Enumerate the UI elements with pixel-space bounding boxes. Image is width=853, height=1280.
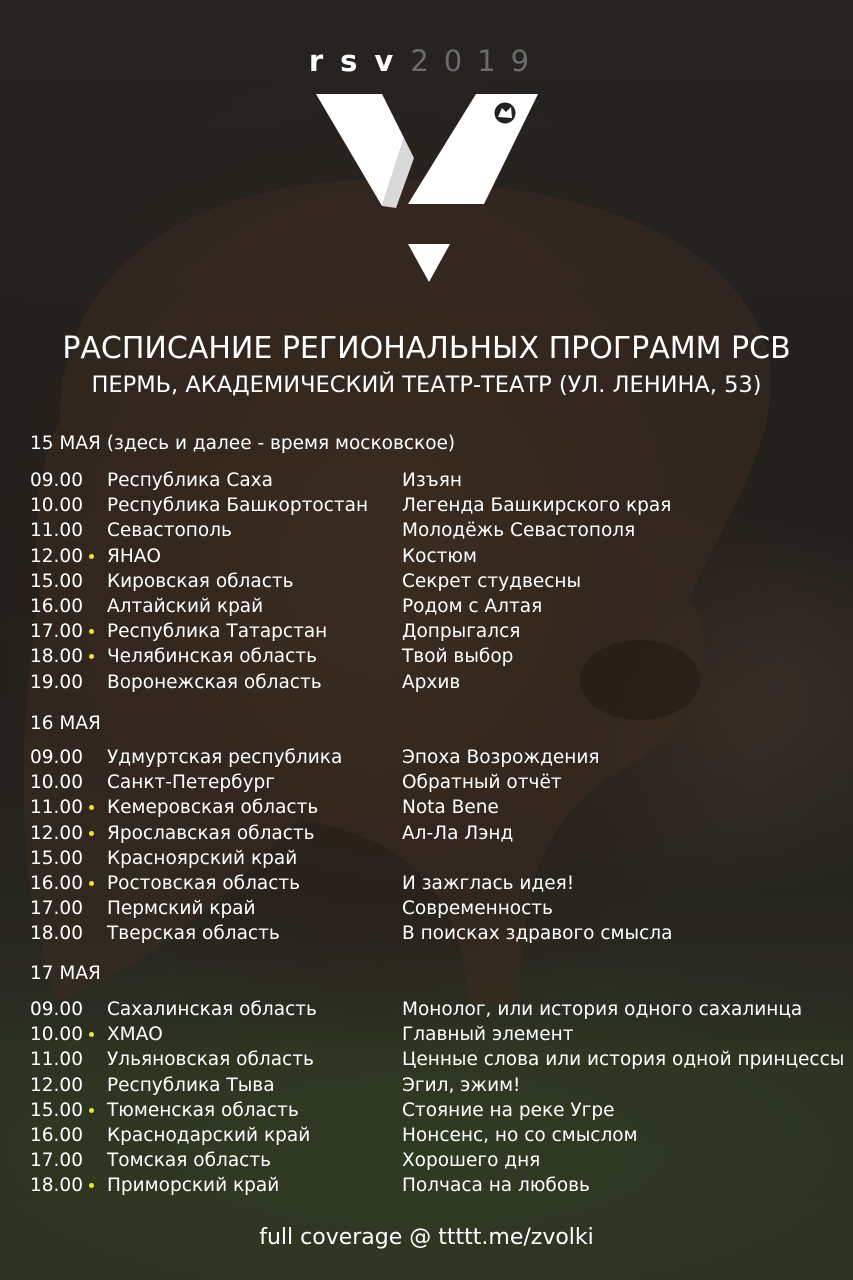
marker-dot-icon (89, 1108, 94, 1113)
row-show-title: Ал-Ла Лэнд (402, 822, 514, 844)
schedule-row (30, 1073, 853, 1098)
row-show-title: Костюм (402, 545, 477, 567)
row-show-title: Эпоха Возрождения (402, 747, 600, 768)
footer-coverage-link[interactable]: full coverage @ ttttt.me/zvolki (259, 1225, 594, 1250)
day-heading: 15 МАЯ (здесь и далее - время московское) (30, 433, 456, 454)
row-region: Алтайский край (107, 596, 264, 617)
row-show-title: Стояние на реке Угре (402, 1099, 615, 1121)
row-region: Республика Саха (107, 470, 273, 491)
row-show-title: Секрет студвесны (402, 570, 582, 592)
row-show-title: Главный элемент (402, 1024, 574, 1046)
row-region: Пермский край (107, 898, 256, 920)
schedule-row (30, 1047, 853, 1072)
row-region: Красноярский край (107, 847, 298, 869)
row-time: 18.00 (30, 1175, 83, 1197)
row-region: Тюменская область (107, 1099, 299, 1121)
schedule-row (30, 493, 853, 518)
row-region: Удмуртская республика (107, 747, 343, 768)
row-region: Ярославская область (107, 822, 315, 844)
brand-rsv: rsv (308, 44, 411, 78)
schedule-row (30, 846, 853, 871)
row-show-title: Обратный отчёт (402, 772, 562, 794)
row-time: 10.00 (30, 495, 83, 517)
marker-dot-icon (89, 554, 94, 559)
row-region: ХМАО (107, 1024, 163, 1046)
schedule-row (30, 921, 853, 946)
schedule-row (30, 1173, 853, 1198)
row-region: Ульяновская область (107, 1049, 314, 1071)
row-show-title: Допрыгался (402, 621, 521, 643)
row-show-title: И зажглась идея! (402, 873, 575, 894)
row-time: 18.00 (30, 923, 83, 945)
marker-dot-icon (89, 654, 94, 659)
row-show-title: Молодёжь Севастополя (402, 520, 636, 542)
row-region: Республика Татарстан (107, 621, 328, 643)
marker-dot-icon (89, 881, 94, 886)
marker-dot-icon (89, 805, 94, 810)
schedule-row (30, 670, 853, 695)
row-region: Челябинская область (107, 646, 317, 668)
row-show-title: В поисках здравого смысла (402, 923, 673, 945)
row-show-title: Современность (402, 898, 553, 920)
row-show-title: Изъян (402, 470, 462, 491)
schedule-row (30, 619, 853, 644)
row-region: Кировская область (107, 570, 294, 592)
venue-subtitle: ПЕРМЬ, АКАДЕМИЧЕСКИЙ ТЕАТР-ТЕАТР (УЛ. ЛЕНИНА, 53) (91, 372, 762, 398)
row-region: Тверская область (107, 923, 280, 945)
row-time: 16.00 (30, 873, 83, 894)
row-time: 11.00 (30, 520, 83, 542)
row-time: 12.00 (30, 822, 83, 844)
row-time: 16.00 (30, 596, 83, 617)
schedule-row (30, 795, 853, 820)
row-time: 17.00 (30, 1150, 83, 1172)
row-region: ЯНАО (107, 545, 161, 567)
row-time: 10.00 (30, 772, 83, 794)
row-time: 11.00 (30, 1049, 83, 1071)
row-time: 09.00 (30, 747, 83, 768)
schedule-row (30, 468, 853, 493)
row-time: 16.00 (30, 1125, 83, 1146)
schedule-row (30, 770, 853, 795)
schedule-row (30, 644, 853, 669)
day-heading: 16 МАЯ (30, 713, 101, 734)
row-show-title: Архив (402, 671, 461, 693)
row-time: 11.00 (30, 797, 83, 819)
row-show-title: Твой выбор (402, 646, 514, 668)
row-show-title: Хорошего дня (402, 1150, 541, 1172)
marker-dot-icon (89, 1032, 94, 1037)
row-show-title: Полчаса на любовь (402, 1175, 590, 1197)
row-time: 19.00 (30, 671, 83, 693)
schedule-row (30, 518, 853, 543)
row-time: 18.00 (30, 646, 83, 668)
row-region: Приморский край (107, 1175, 280, 1197)
marker-dot-icon (89, 1183, 94, 1188)
row-time: 09.00 (30, 470, 83, 491)
row-time: 17.00 (30, 898, 83, 920)
schedule-row (30, 1022, 853, 1047)
row-region: Республика Башкортостан (107, 495, 369, 517)
row-show-title: Родом с Алтая (402, 596, 543, 617)
marker-dot-icon (89, 831, 94, 836)
row-time: 15.00 (30, 570, 83, 592)
schedule-row (30, 871, 853, 896)
schedule-row (30, 569, 853, 594)
marker-dot-icon (89, 629, 94, 634)
rsv-logo-icon (316, 92, 542, 284)
row-time: 15.00 (30, 847, 83, 869)
row-time: 10.00 (30, 1024, 83, 1046)
day-heading: 17 МАЯ (30, 963, 101, 984)
row-time: 12.00 (30, 545, 83, 567)
schedule-row (30, 997, 853, 1022)
schedule-row (30, 1148, 853, 1173)
row-region: Республика Тыва (107, 1074, 275, 1096)
row-region: Севастополь (107, 520, 232, 542)
brand-wordmark (0, 44, 853, 78)
row-region: Сахалинская область (107, 999, 317, 1020)
row-time: 09.00 (30, 999, 83, 1020)
row-region: Ростовская область (107, 873, 301, 894)
row-region: Томская область (107, 1150, 272, 1172)
schedule-row (30, 1123, 853, 1148)
row-region: Кемеровская область (107, 797, 319, 819)
row-region: Краснодарский край (107, 1125, 311, 1146)
schedule-row (30, 745, 853, 770)
schedule-row (30, 1098, 853, 1123)
row-time: 17.00 (30, 621, 83, 643)
row-show-title: Ценные слова или история одной принцессы (402, 1049, 845, 1071)
page-title: РАСПИСАНИЕ РЕГИОНАЛЬНЫХ ПРОГРАММ РСВ (62, 331, 791, 366)
schedule-row (30, 594, 853, 619)
row-show-title: Nota Bene (402, 797, 499, 819)
brand-year: 2019 (410, 44, 545, 78)
row-show-title: Нонсенс, но со смыслом (402, 1125, 638, 1146)
row-time: 12.00 (30, 1074, 83, 1096)
row-show-title: Эгил, эжим! (402, 1074, 521, 1096)
row-show-title: Легенда Башкирского края (402, 495, 672, 517)
row-time: 15.00 (30, 1099, 83, 1121)
row-show-title: Монолог, или история одного сахалинца (402, 999, 803, 1020)
schedule-row (30, 896, 853, 921)
row-region: Воронежская область (107, 671, 322, 693)
schedule-row (30, 544, 853, 569)
row-region: Санкт-Петербург (107, 772, 275, 794)
schedule-row (30, 821, 853, 846)
